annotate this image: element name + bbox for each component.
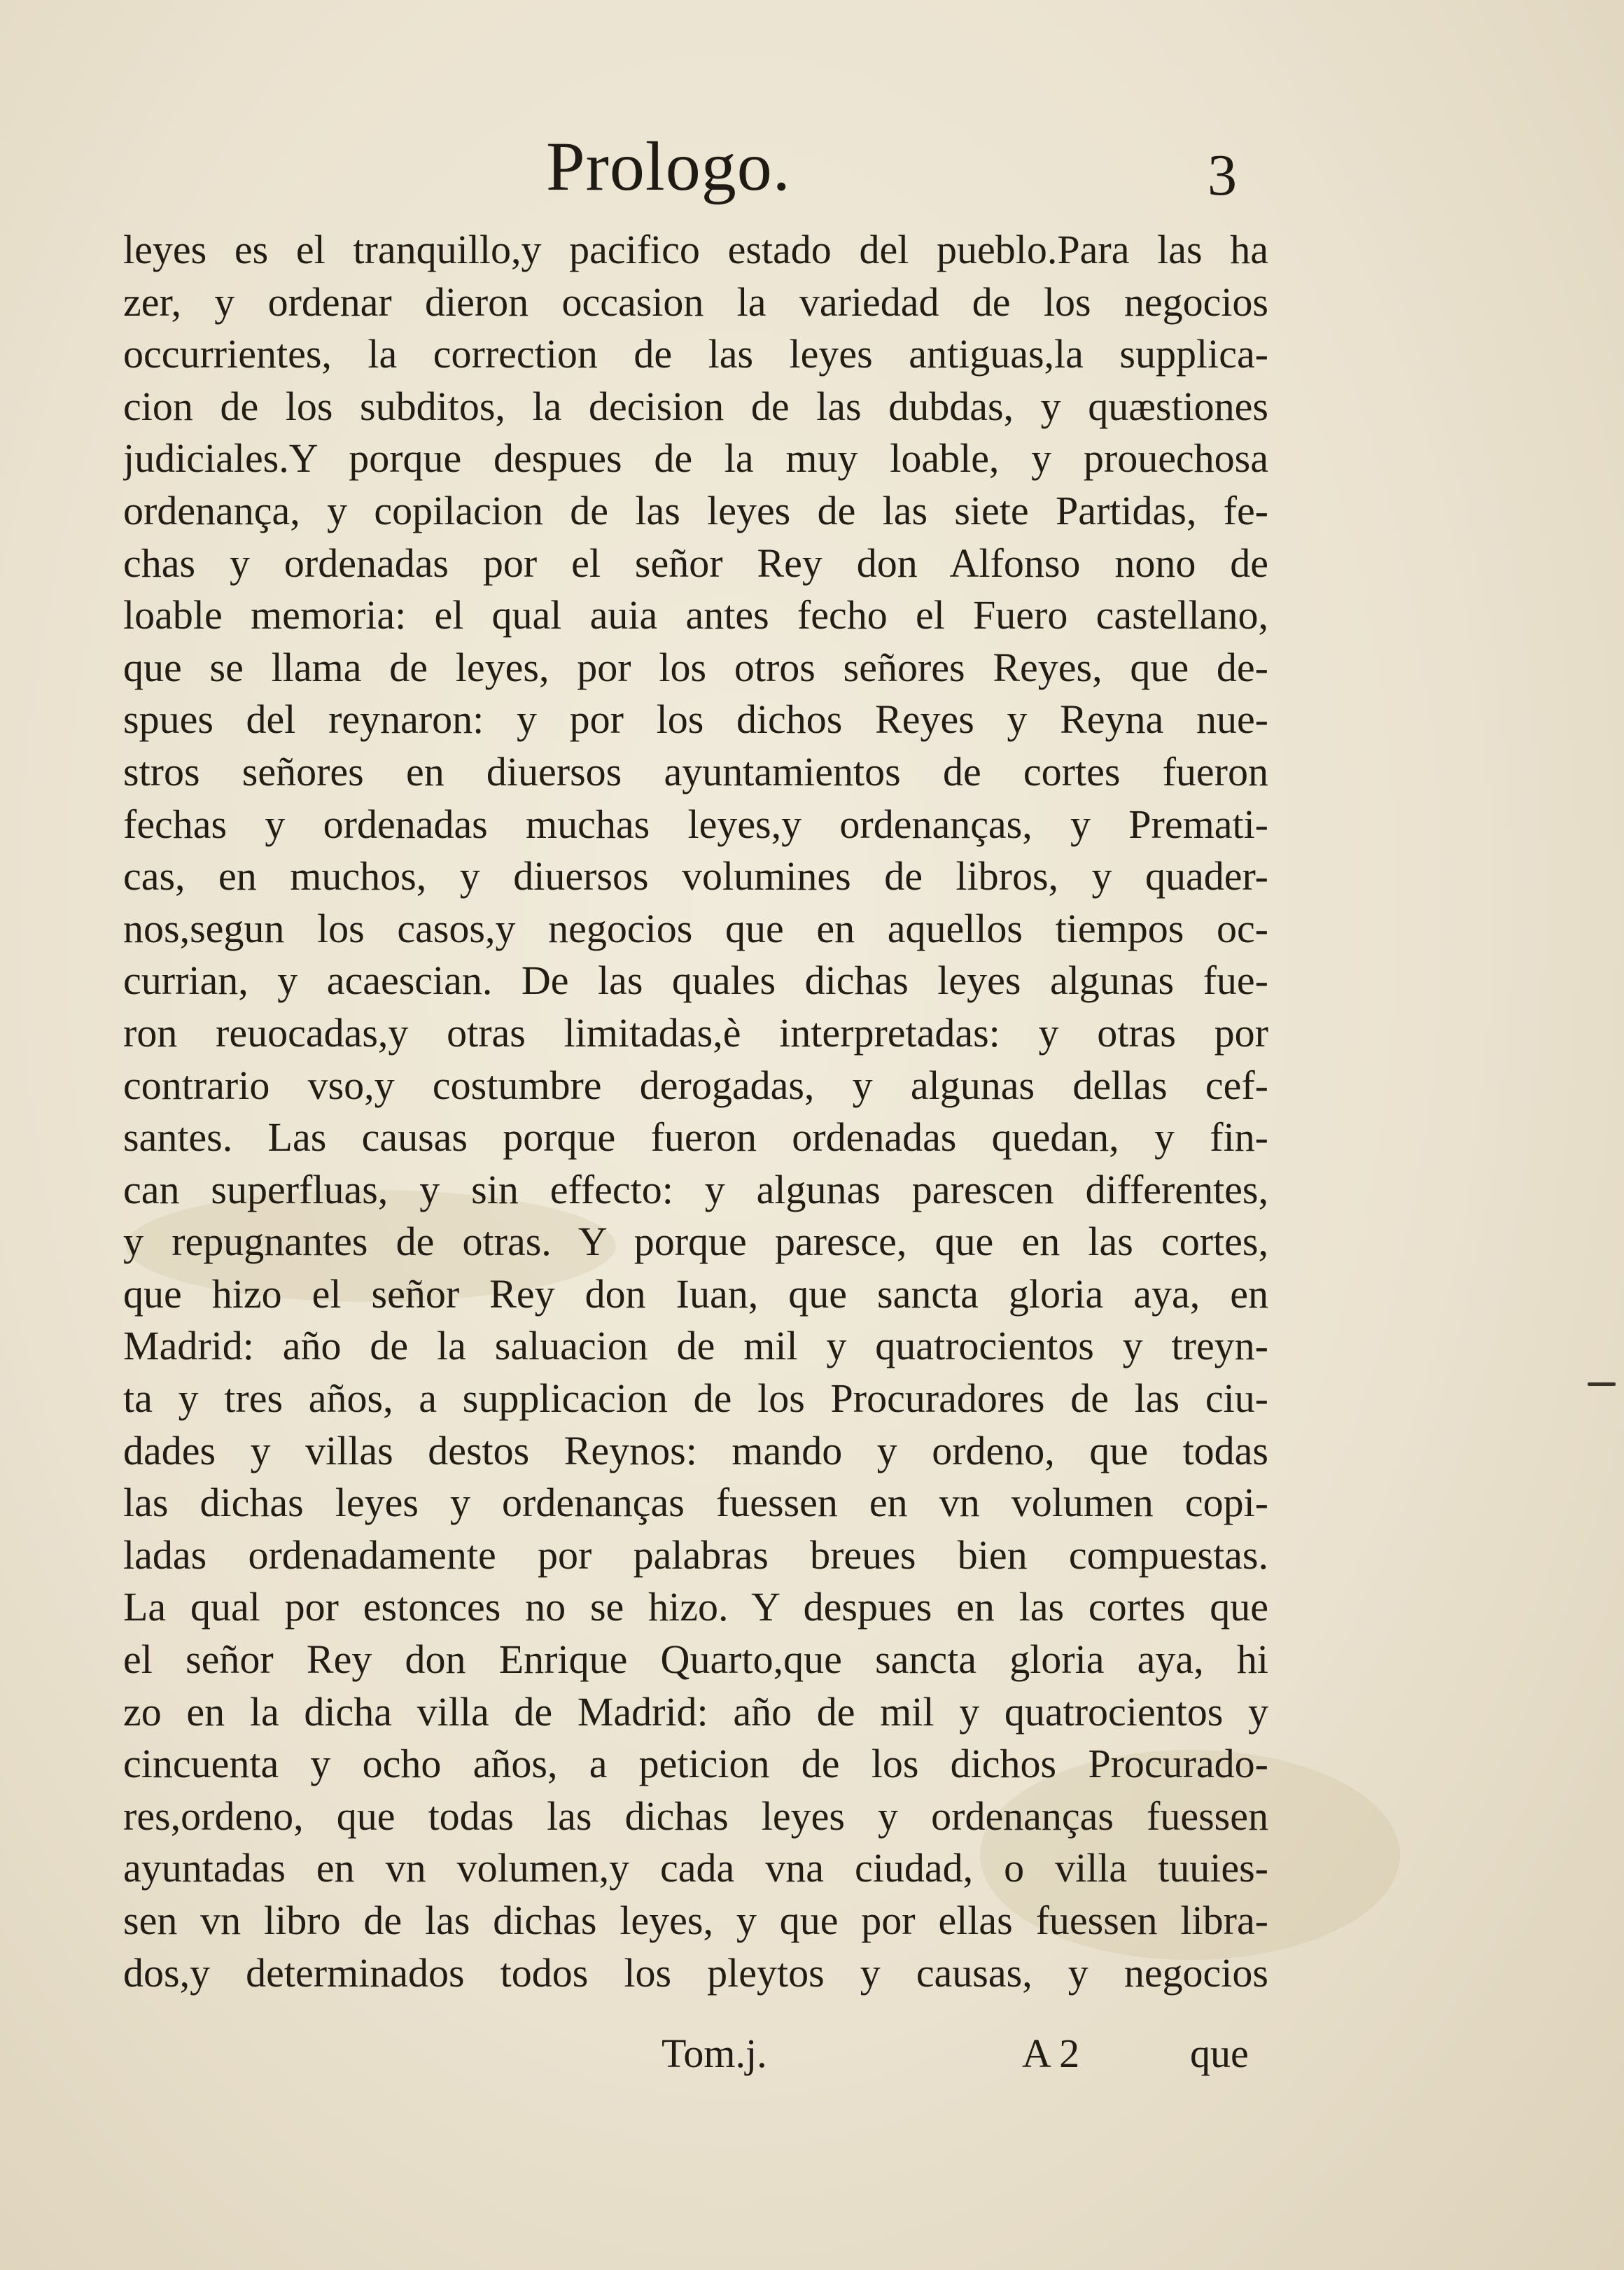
text-line: cas, en muchos, y diuersos volumines de libros, y quader- [123,853,1268,899]
page-title: Prologo. [546,127,791,205]
volume-mark: Tom.j. [662,2031,767,2076]
text-line: nos,segun los casos,y negocios que en aquellos tiempos oc- [123,905,1268,951]
text-line: que hizo el señor Rey don Iuan, que sancta gloria aya, en [123,1270,1268,1317]
text-line: leyes es el tranquillo,y pacifico estado del pueblo.Para las ha [123,227,1268,272]
text-line: spues del reynaron: y por los dichos Reyes y Reyna nue- [123,696,1268,743]
text-line: ron reuocadas,y otras limitadas,è interpretadas: y otras por [123,1009,1268,1056]
text-line: chas y ordenadas por el señor Rey don Alfonso nono de [123,540,1268,586]
text-line: zer, y ordenar dieron occasion la variedad de los negocios [123,279,1268,325]
page-number: 3 [1208,143,1237,208]
text-line: currian, y acaescian. De las quales dichas leyes algunas fue- [123,958,1268,1004]
text-line: sen vn libro de las dichas leyes, y que por ellas fuessen libra- [123,1898,1268,1943]
text-line: dades y villas destos Reynos: mando y ordeno, que todas [123,1427,1268,1473]
text-line: res,ordeno, que todas las dichas leyes y ordenanças fuessen [123,1793,1268,1839]
catchword: que [1190,2031,1249,2076]
signature-mark: A 2 [1022,2031,1080,2076]
text-line: can superfluas, y sin effecto: y algunas parescen differentes, [123,1166,1268,1212]
text-line: La qual por estonces no se hizo. Y despues en las cortes que [123,1584,1268,1630]
text-line: y repugnantes de otras. Y porque paresce, que en las cortes, [123,1219,1268,1265]
text-line: judiciales.Y porque despues de la muy loable, y prouechosa [123,435,1268,482]
text-line: loable memoria: el qual auia antes fecho el Fuero castellano, [123,592,1268,638]
text-line: occurrientes, la correction de las leyes antiguas,la supplica- [123,331,1268,377]
text-line: ordenança, y copilacion de las leyes de las siete Partidas, fe- [123,487,1268,533]
text-line: que se llama de leyes, por los otros señores Reyes, que de- [123,644,1268,690]
running-head [0,126,1624,217]
text-line: ta y tres años, a supplicacion de los Procuradores de las ciu- [123,1375,1268,1422]
margin-mark [1588,1382,1616,1386]
text-line: las dichas leyes y ordenanças fuessen en vn volumen copi- [123,1480,1268,1526]
text-line: el señor Rey don Enrique Quarto,que sancta gloria aya, hi [123,1637,1268,1683]
text-line: zo en la dicha villa de Madrid: año de mil y quatrocientos y [123,1688,1268,1735]
body-text [123,224,1268,1999]
text-line: cincuenta y ocho años, a peticion de los dichos Procurado- [123,1741,1268,1787]
page-footer [0,2030,1624,2093]
text-line: fechas y ordenadas muchas leyes,y ordenanças, y Premati- [123,801,1268,847]
text-line: stros señores en diuersos ayuntamientos de cortes fueron [123,748,1268,794]
text-line: santes. Las causas porque fueron ordenadas quedan, y fin- [123,1114,1268,1161]
text-line: Madrid: año de la saluacion de mil y quatrocientos y treyn- [123,1323,1268,1369]
text-line: cion de los subditos, la decision de las dubdas, y quæstiones [123,383,1268,429]
text-line: dos,y determinados todos los pleytos y causas, y negocios [123,1949,1268,1996]
text-line: contrario vso,y costumbre derogadas, y algunas dellas cef- [123,1062,1268,1108]
text-line: ayuntadas en vn volumen,y cada vna ciudad, o villa tuuies- [123,1845,1268,1891]
text-line: ladas ordenadamente por palabras breues bien compuestas. [123,1532,1268,1578]
